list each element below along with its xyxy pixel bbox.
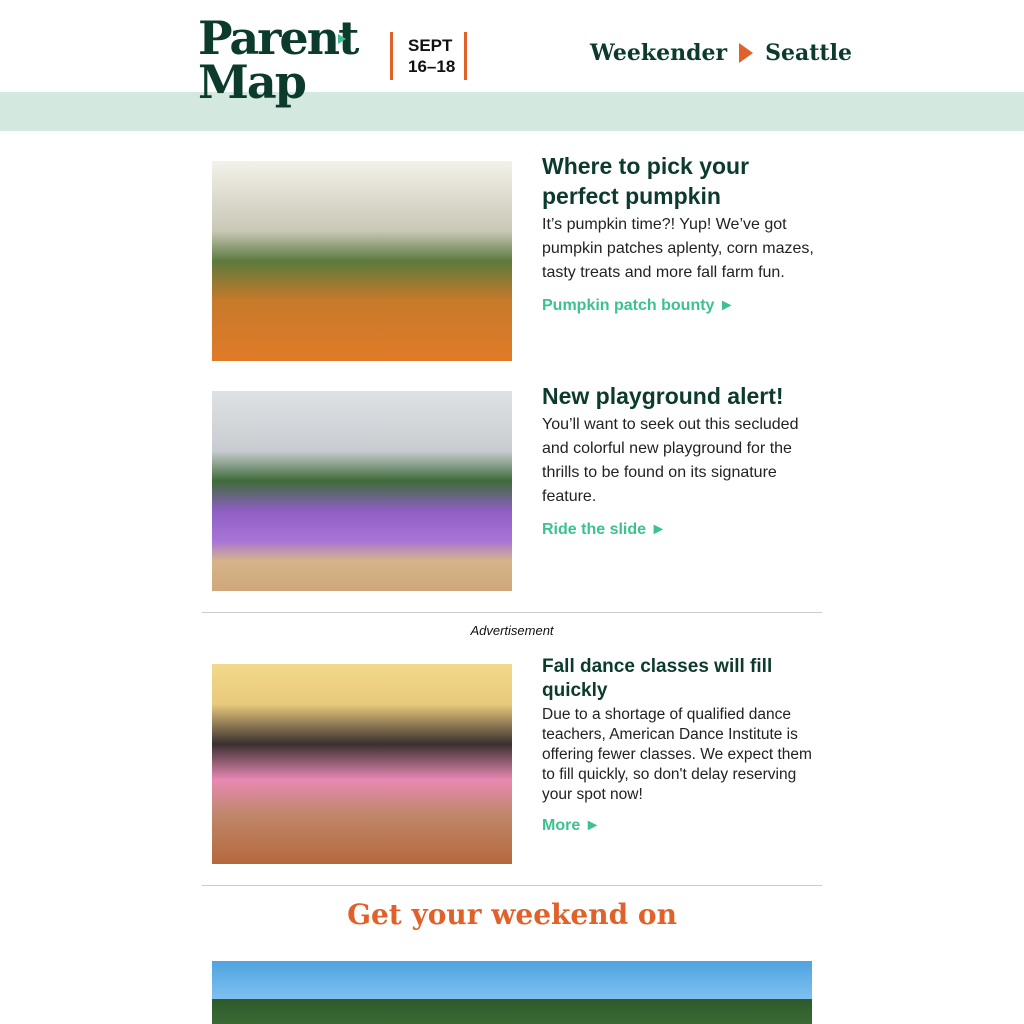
divider [202, 885, 822, 886]
newsletter-city: Seattle [765, 40, 852, 66]
logo-triangle-icon [338, 34, 346, 44]
divider [202, 612, 822, 613]
issue-date [390, 32, 467, 80]
play-arrow-icon [739, 43, 753, 63]
section-heading: Get your weekend on [347, 898, 677, 931]
dance-image[interactable] [212, 664, 512, 864]
story-link[interactable]: Ride the slide ► [542, 521, 667, 538]
advertisement-label: Advertisement [470, 623, 554, 638]
weekend-image[interactable] [212, 961, 812, 1024]
newsletter-name: Weekender [590, 40, 728, 66]
logo-line1: Parent [198, 11, 358, 65]
story-body: You’ll want to seek out this secluded and colorful new playground for the thrills to be found on its signature feature. [542, 416, 799, 505]
ad-link[interactable]: More ► [542, 817, 601, 834]
story-title[interactable]: Where to pick your perfect pumpkin [542, 153, 750, 209]
header-band [0, 92, 1024, 131]
parentmap-logo[interactable] [198, 11, 358, 109]
ad-title[interactable]: Fall dance classes will fill quickly [542, 656, 773, 701]
playground-image[interactable] [212, 391, 512, 591]
newsletter-title [590, 40, 852, 66]
logo-line2: Map [198, 55, 305, 109]
pumpkin-image[interactable] [212, 161, 512, 361]
date-month: SEPT [408, 36, 453, 55]
story-body: It’s pumpkin time?! Yup! We’ve got pumpkin patches aplenty, corn mazes, tasty treats and more fall farm fun. [542, 216, 814, 281]
ad-body: Due to a shortage of qualified dance teachers, American Dance Institute is offering fewer classes. We expect them to fill quickly, so don't delay reserving your spot now! [542, 706, 812, 803]
date-range: 16–18 [408, 57, 456, 76]
story-link[interactable]: Pumpkin patch bounty ► [542, 297, 735, 314]
story-title[interactable]: New playground alert! [542, 383, 784, 409]
